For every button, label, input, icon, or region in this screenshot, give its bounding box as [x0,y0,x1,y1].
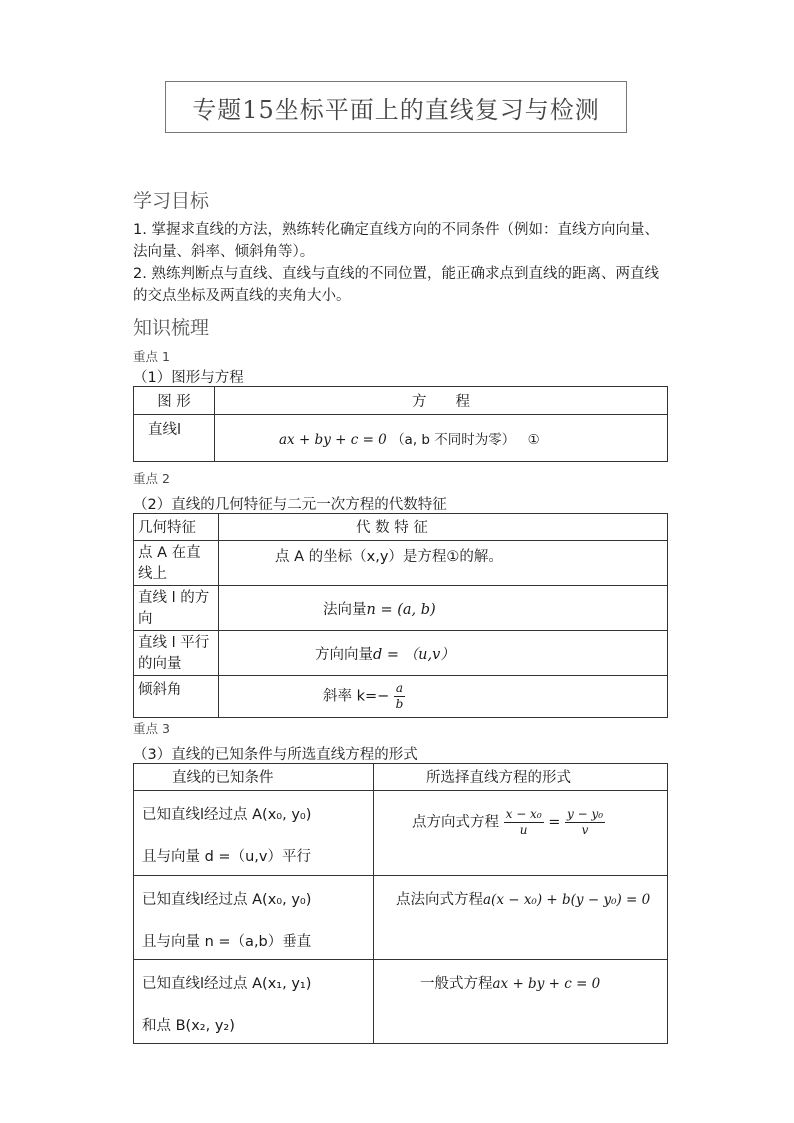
fraction-y [565,807,605,838]
table-header: 方 程 [215,387,668,415]
goal-item-1: 1. 掌握求直线的方法，熟练转化确定直线方向的不同条件（例如：直线方向向量、法向量、斜率、倾斜角等）。 [133,222,659,260]
fraction-numerator: y − y₀ [567,807,604,821]
fraction-denominator: u [519,823,528,837]
table-cell: 直线 l 的方向 [134,586,219,631]
table-header: 代 数 特 征 [219,514,668,541]
point3-subtitle: （3）直线的已知条件与所选直线方程的形式 [133,747,418,763]
fraction-numerator: x − x₀ [505,807,542,821]
table-cell [134,876,374,960]
alg-label: 斜率 k=− [323,688,390,705]
fraction-denominator: b [395,697,404,711]
table-geo-alg [133,513,668,718]
table-cell [374,876,668,960]
page-title: 专题15坐标平面上的直线复习与检测 [165,81,627,133]
goal-item-2: 2. 熟练判断点与直线、直线与直线的不同位置，能正确求点到直线的距离、两直线的交点坐标及两直线的夹角大小。 [133,266,659,304]
direction-vector-math: d = （u,v） [373,646,455,663]
table-cell: 点方向式方程 $\frac{\text{x − x₀}}{u}$ = $\frac{\text{y − y₀}}{v}$ [374,791,668,876]
alg-label: 法向量 [323,601,367,618]
line-equation: ax + by + c = 0 [279,432,387,448]
condition-line-2: 且与向量 n =（a,b）垂直 [142,934,312,950]
form-label: 一般式方程 [420,976,493,992]
slope-fraction [394,681,405,712]
equation-condition: （a, b 不同时为零） [391,432,516,448]
table-cell [215,415,668,462]
point2-label: 重点 2 [133,471,170,486]
condition-line-1: 已知直线l经过点 A(x₀, y₀) [142,892,312,908]
normal-vector-math: n = (a, b) [366,601,436,618]
table-cell [219,676,668,718]
table-cell: 点 A 的坐标（x,y）是方程①的解。 [219,541,668,586]
form-label: 点方向式方程 [412,814,499,831]
condition-line-2: 且与向量 d =（u,v）平行 [142,849,311,865]
form-label: 点法向式方程 [396,892,483,908]
point3-label: 重点 3 [133,721,170,736]
point2-subtitle: （2）直线的几何特征与二元一次方程的代数特征 [133,497,447,513]
alg-label: 方向向量 [315,646,373,663]
section-heading-goals: 学习目标 [133,190,210,212]
table-header: 图 形 [134,387,215,415]
table-cell [134,791,374,876]
table-conditions-forms [133,763,668,1044]
table-cell [219,631,668,676]
point1-label: 重点 1 [133,349,170,364]
condition-line-1: 已知直线l经过点 A(x₁, y₁) [142,976,312,992]
condition-line-1: 已知直线l经过点 A(x₀, y₀) [142,807,312,823]
table-header: 所选择直线方程的形式 [374,764,668,791]
fraction-numerator: a [395,681,404,695]
table-cell: 直线l [134,415,215,462]
fraction-x [504,807,544,838]
table-header: 几何特征 [134,514,219,541]
table-cell [134,960,374,1044]
table-header: 直线的已知条件 [134,764,374,791]
table-cell: 点 A 在直线上 [134,541,219,586]
form-math: a(x − x₀) + b(y − y₀) = 0 [483,892,651,908]
equation-marker: ① [527,432,540,448]
fraction-denominator: v [581,823,589,837]
point1-subtitle: （1）图形与方程 [133,370,244,386]
table-shape-equation [133,386,668,462]
form-math: ax + by + c = 0 [492,976,601,992]
table-cell [374,960,668,1044]
condition-line-2: 和点 B(x₂, y₂) [142,1018,235,1034]
table-cell: 倾斜角 [134,676,219,718]
section-heading-knowledge: 知识梳理 [133,317,210,339]
table-cell: 直线 l 平行的向量 [134,631,219,676]
table-cell [219,586,668,631]
